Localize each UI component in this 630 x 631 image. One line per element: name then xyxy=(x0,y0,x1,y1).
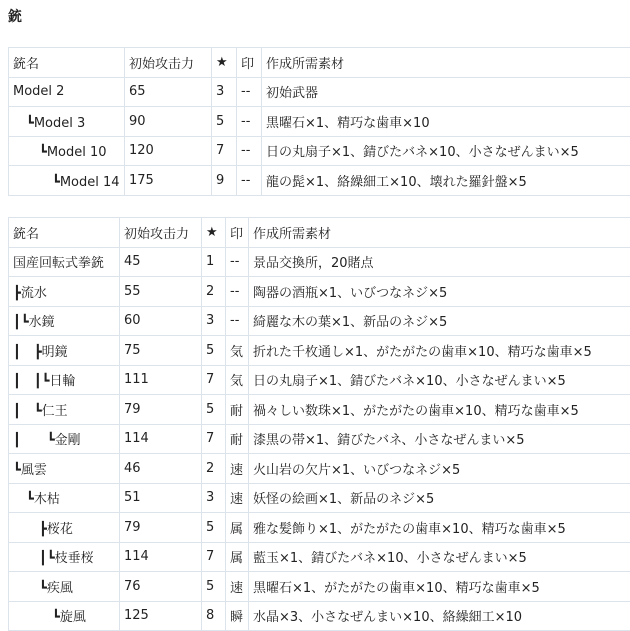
seal-cell: 気 xyxy=(226,336,249,366)
table-row xyxy=(9,277,630,307)
table-row xyxy=(9,365,630,395)
attack-cell: 111 xyxy=(120,365,202,395)
attack-cell: 175 xyxy=(125,166,212,196)
gun-name-cell: ┃┗枝垂桜 xyxy=(9,542,120,572)
stars-cell: 7 xyxy=(202,365,226,395)
seal-cell: 耐 xyxy=(226,424,249,454)
stars-cell: 7 xyxy=(212,136,237,166)
table-row xyxy=(9,395,630,425)
materials-cell: 日の丸扇子×1、錆びたバネ×10、小さなぜんまい×5 xyxy=(262,136,630,166)
attack-cell: 76 xyxy=(120,572,202,602)
table-row xyxy=(9,247,630,277)
attack-cell: 114 xyxy=(120,542,202,572)
table-row xyxy=(9,424,630,454)
seal-cell: 耐 xyxy=(226,395,249,425)
gun-name-cell: ┗風雲 xyxy=(9,454,120,484)
gun-name-cell: 国産回転式拳銃 xyxy=(9,247,120,277)
stars-cell: 3 xyxy=(212,77,237,107)
gun-name-cell: ┃ ┗金剛 xyxy=(9,424,120,454)
seal-cell: -- xyxy=(237,107,262,137)
attack-cell: 114 xyxy=(120,424,202,454)
gun-name-header: 銃名 xyxy=(9,48,125,78)
attack-header: 初始攻击力 xyxy=(125,48,212,78)
header-row xyxy=(9,218,630,248)
seal-cell: -- xyxy=(226,306,249,336)
materials-cell: 初始武器 xyxy=(262,77,630,107)
gun-name-cell: ┗Model 10 xyxy=(9,136,125,166)
materials-cell: 禍々しい数珠×1、がたがたの歯車×10、精巧な歯車×5 xyxy=(249,395,630,425)
stars-cell: 5 xyxy=(202,513,226,543)
table-row xyxy=(9,454,630,484)
materials-cell: 火山岩の欠片×1、いびつなネジ×5 xyxy=(249,454,630,484)
seal-cell: -- xyxy=(226,247,249,277)
table-row xyxy=(9,483,630,513)
table-row xyxy=(9,107,630,137)
stars-cell: 3 xyxy=(202,483,226,513)
attack-cell: 120 xyxy=(125,136,212,166)
materials-cell: 黒曜石×1、精巧な歯車×10 xyxy=(262,107,630,137)
attack-cell: 45 xyxy=(120,247,202,277)
gun-name-cell: ┗Model 14 xyxy=(9,166,125,196)
seal-header: 印 xyxy=(237,48,262,78)
attack-cell: 51 xyxy=(120,483,202,513)
gun-name-cell: ┃ ┣明鏡 xyxy=(9,336,120,366)
stars-cell: 5 xyxy=(202,336,226,366)
stars-header: ★ xyxy=(202,218,226,248)
gun-name-cell: ┗Model 3 xyxy=(9,107,125,137)
stars-header: ★ xyxy=(212,48,237,78)
materials-cell: 黒曜石×1、がたがたの歯車×10、精巧な歯車×5 xyxy=(249,572,630,602)
materials-cell: 水晶×3、小さなぜんまい×10、絡繰細工×10 xyxy=(249,601,630,631)
seal-header: 印 xyxy=(226,218,249,248)
seal-cell: -- xyxy=(237,136,262,166)
stars-cell: 9 xyxy=(212,166,237,196)
attack-header: 初始攻击力 xyxy=(120,218,202,248)
attack-cell: 60 xyxy=(120,306,202,336)
gun-name-cell: ┃ ┃┗日輪 xyxy=(9,365,120,395)
table-row xyxy=(9,166,630,196)
materials-cell: 漆黒の帯×1、錆びたバネ、小さなぜんまい×5 xyxy=(249,424,630,454)
seal-cell: 速 xyxy=(226,572,249,602)
attack-cell: 75 xyxy=(120,336,202,366)
materials-cell: 雅な髪飾り×1、がたがたの歯車×10、精巧な歯車×5 xyxy=(249,513,630,543)
materials-cell: 陶器の酒瓶×1、いびつなネジ×5 xyxy=(249,277,630,307)
stars-cell: 5 xyxy=(202,395,226,425)
attack-cell: 79 xyxy=(120,395,202,425)
attack-cell: 46 xyxy=(120,454,202,484)
stars-cell: 7 xyxy=(202,542,226,572)
attack-cell: 125 xyxy=(120,601,202,631)
table-row xyxy=(9,136,630,166)
stars-cell: 8 xyxy=(202,601,226,631)
gun-name-cell: ┣桜花 xyxy=(9,513,120,543)
attack-cell: 90 xyxy=(125,107,212,137)
materials-cell: 藍玉×1、錆びたバネ×10、小さなぜんまい×5 xyxy=(249,542,630,572)
gun-name-header: 銃名 xyxy=(9,218,120,248)
materials-cell: 綺麗な木の葉×1、新品のネジ×5 xyxy=(249,306,630,336)
attack-cell: 79 xyxy=(120,513,202,543)
materials-cell: 日の丸扇子×1、錆びたバネ×10、小さなぜんまい×5 xyxy=(249,365,630,395)
seal-cell: 気 xyxy=(226,365,249,395)
stars-cell: 5 xyxy=(212,107,237,137)
attack-cell: 65 xyxy=(125,77,212,107)
gun-name-cell: ┗旋風 xyxy=(9,601,120,631)
table-row xyxy=(9,572,630,602)
seal-cell: -- xyxy=(237,166,262,196)
gun-name-cell: ┣流水 xyxy=(9,277,120,307)
table-row xyxy=(9,336,630,366)
stars-cell: 3 xyxy=(202,306,226,336)
materials-cell: 折れた千枚通し×1、がたがたの歯車×10、精巧な歯車×5 xyxy=(249,336,630,366)
seal-cell: -- xyxy=(237,77,262,107)
gun-name-cell: ┃┗水鏡 xyxy=(9,306,120,336)
table-row xyxy=(9,513,630,543)
gun-name-cell: Model 2 xyxy=(9,77,125,107)
table-row xyxy=(9,601,630,631)
attack-cell: 55 xyxy=(120,277,202,307)
gun-name-cell: ┗木枯 xyxy=(9,483,120,513)
table-row xyxy=(9,542,630,572)
materials-cell: 妖怪の絵画×1、新品のネジ×5 xyxy=(249,483,630,513)
table-row xyxy=(9,77,630,107)
seal-cell: 瞬 xyxy=(226,601,249,631)
gun-name-cell: ┗疾風 xyxy=(9,572,120,602)
gun-name-cell: ┃ ┗仁王 xyxy=(9,395,120,425)
gun-table-model xyxy=(8,47,630,196)
materials-header: 作成所需素材 xyxy=(249,218,630,248)
header-row xyxy=(9,48,630,78)
table-row xyxy=(9,306,630,336)
materials-cell: 景品交換所，20賭点 xyxy=(249,247,630,277)
materials-header: 作成所需素材 xyxy=(262,48,630,78)
seal-cell: -- xyxy=(226,277,249,307)
seal-cell: 速 xyxy=(226,454,249,484)
materials-cell: 龍の髭×1、絡繰細工×10、壊れた羅針盤×5 xyxy=(262,166,630,196)
stars-cell: 2 xyxy=(202,454,226,484)
seal-cell: 速 xyxy=(226,483,249,513)
gun-table-revolver xyxy=(8,217,630,631)
stars-cell: 1 xyxy=(202,247,226,277)
seal-cell: 属 xyxy=(226,542,249,572)
seal-cell: 属 xyxy=(226,513,249,543)
stars-cell: 5 xyxy=(202,572,226,602)
stars-cell: 7 xyxy=(202,424,226,454)
stars-cell: 2 xyxy=(202,277,226,307)
section-title: 銃 xyxy=(8,6,22,26)
